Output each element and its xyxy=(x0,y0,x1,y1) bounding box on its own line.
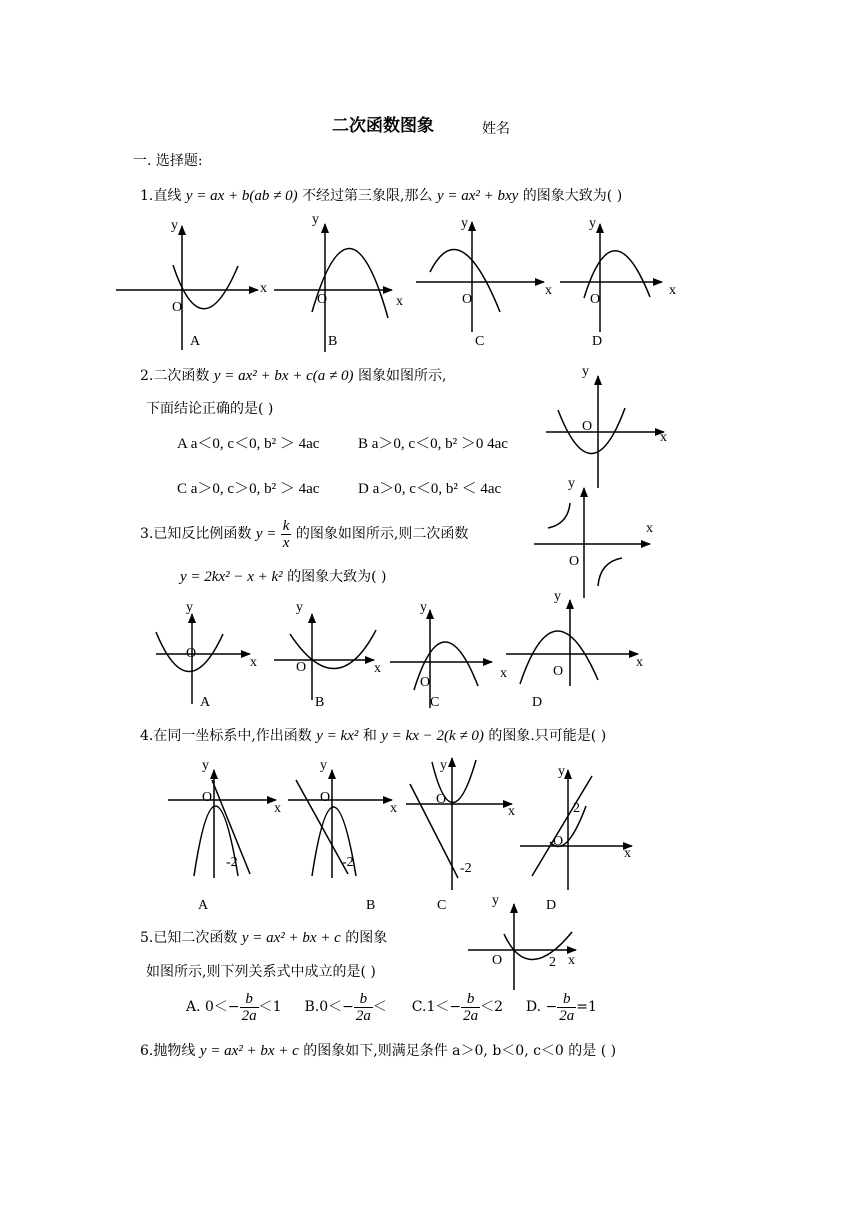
origin-label: O xyxy=(553,664,564,679)
y-label: y xyxy=(558,764,565,779)
q2-option-b: B a＞0, c＜0, b² ＞0 4ac xyxy=(358,436,508,452)
q1-eq1: y = ax + b(ab ≠ 0) xyxy=(185,188,298,204)
q5-prefix: 5.已知二次函数 xyxy=(140,930,238,946)
frac-den: 2a xyxy=(241,1007,257,1024)
q5-option-a-post: ＜1 xyxy=(258,999,282,1015)
frac-num: b xyxy=(461,991,480,1008)
q5-graph xyxy=(468,904,576,990)
x-label: x xyxy=(646,521,653,536)
q3-eq2: y = 2kx² − x + k² xyxy=(180,569,283,585)
q3-graph-c xyxy=(390,610,492,708)
q2-option-d: D a＞0, c＜0, b² ＜ 4ac xyxy=(358,481,502,497)
frac-den: 2a xyxy=(559,1007,575,1024)
q4-mark-a: -2 xyxy=(226,855,238,870)
x-label: x xyxy=(508,804,515,819)
q3-reference-graph xyxy=(534,488,650,598)
frac-den: 2a xyxy=(355,1007,371,1024)
origin-label: O xyxy=(553,834,564,849)
q3-option-d: D xyxy=(532,695,543,710)
q6-eq: y = ax² + bx + c xyxy=(199,1043,299,1059)
x-label: x xyxy=(274,801,281,816)
q2-line2: 下面结论正确的是( ) xyxy=(146,401,274,417)
q4-suffix: 的图象.只可能是( ) xyxy=(488,728,607,744)
y-label: y xyxy=(582,364,589,379)
x-label: x xyxy=(669,283,676,298)
q4-graph-c xyxy=(406,758,512,890)
q3-option-b: B xyxy=(315,695,325,710)
q5-option-c-pre: C.1＜− xyxy=(411,999,462,1015)
q4-option-c: C xyxy=(437,898,447,913)
q5-option-b-pre: B.0＜− xyxy=(304,999,354,1015)
q4-option-b: B xyxy=(366,898,376,913)
q3-suffix: 的图象如图所示,则二次函数 xyxy=(295,526,469,542)
q5-option-b-post: ＜ xyxy=(372,999,387,1015)
q3-graph-a xyxy=(156,614,250,704)
y-label: y xyxy=(296,600,303,615)
x-label: x xyxy=(260,281,267,296)
q1-graph-c xyxy=(416,222,544,332)
origin-label: O xyxy=(186,646,197,661)
q5-eq: y = ax² + bx + c xyxy=(241,930,341,946)
q5-line2: 如图所示,则下列关系式中成立的是( ) xyxy=(146,964,376,980)
frac-num: b xyxy=(354,991,373,1008)
name-label: 姓名 xyxy=(482,121,510,137)
q1-prefix: 1.直线 xyxy=(140,188,182,204)
y-label: y xyxy=(171,218,178,233)
q5-option-a-pre: A. 0＜− xyxy=(186,999,240,1015)
q3-line2-suffix: 的图象大致为( ) xyxy=(287,569,387,585)
page-title: 二次函数图象 xyxy=(332,116,434,136)
x-label: x xyxy=(374,661,381,676)
q1-graph-a xyxy=(116,226,258,350)
q4-mark-b: -2 xyxy=(342,855,354,870)
q3-frac-num: k xyxy=(282,517,290,534)
origin-label: O xyxy=(436,792,447,807)
y-label: y xyxy=(492,893,499,908)
q6-suffix: 的图象如下,则满足条件 a＞0, b＜0, c＜0 的是 ( ) xyxy=(303,1043,617,1059)
y-label: y xyxy=(420,600,427,615)
q2-graph xyxy=(546,376,664,488)
y-label: y xyxy=(186,600,193,615)
q1-mid: 不经过第三象限,那么 xyxy=(302,188,433,204)
y-label: y xyxy=(312,212,319,227)
y-label: y xyxy=(461,216,468,231)
q4-mid: 和 xyxy=(362,728,377,744)
q1-option-b: B xyxy=(328,334,338,349)
q6-prefix: 6.抛物线 xyxy=(140,1043,196,1059)
origin-label: O xyxy=(296,660,307,675)
q1-option-d: D xyxy=(592,334,603,349)
q4-prefix: 4.在同一坐标系中,作出函数 xyxy=(140,728,312,744)
y-label: y xyxy=(440,758,447,773)
y-label: y xyxy=(554,589,561,604)
q3-option-c: C xyxy=(430,695,440,710)
y-label: y xyxy=(202,758,209,773)
x-label: x xyxy=(624,846,631,861)
origin-label: O xyxy=(492,953,503,968)
x-label: x xyxy=(250,655,257,670)
q4-option-d: D xyxy=(546,898,557,913)
q2-option-a: A a＜0, c＜0, b² ＞ 4ac xyxy=(177,436,320,452)
q4-graph-a xyxy=(168,770,276,878)
origin-label: O xyxy=(420,675,431,690)
frac-num: b xyxy=(240,991,259,1008)
q2-eq: y = ax² + bx + c(a ≠ 0) xyxy=(213,368,354,384)
y-label: y xyxy=(320,758,327,773)
q3-frac-den: x xyxy=(282,534,290,551)
q4-eq1: y = kx² xyxy=(316,728,359,744)
q4-eq2: y = kx − 2(k ≠ 0) xyxy=(381,728,484,744)
x-label: x xyxy=(500,666,507,681)
section-heading: 一. 选择题: xyxy=(133,153,203,169)
frac-den: 2a xyxy=(463,1007,479,1024)
q5-option-d-pre: D. − xyxy=(525,999,558,1015)
q1-graph-b xyxy=(274,224,392,352)
x-label: x xyxy=(390,801,397,816)
x-label: x xyxy=(396,294,403,309)
q2-option-c: C a＞0, c＞0, b² ＞ 4ac xyxy=(177,481,320,497)
q1-eq2: y = ax² + bxy xyxy=(436,188,519,204)
origin-label: O xyxy=(582,419,593,434)
origin-label: O xyxy=(569,554,580,569)
origin-label: O xyxy=(172,300,183,315)
q2-prefix: 2.二次函数 xyxy=(140,368,210,384)
q3-prefix: 3.已知反比例函数 xyxy=(140,526,252,542)
x-label: x xyxy=(660,430,667,445)
q1-option-a: A xyxy=(190,334,201,349)
q3-graph-b xyxy=(274,614,376,700)
q1-graph-d xyxy=(560,224,662,332)
origin-label: O xyxy=(317,292,328,307)
x-label: x xyxy=(545,283,552,298)
q5-option-c-post: ＜2 xyxy=(480,999,504,1015)
q5-mark: 2 xyxy=(549,955,556,970)
q4-mark-d: 2 xyxy=(573,801,580,816)
origin-label: O xyxy=(462,292,473,307)
q4-graph-b xyxy=(288,770,392,878)
q3-graph-d xyxy=(506,600,638,686)
x-label: x xyxy=(636,655,643,670)
q1-option-c: C xyxy=(475,334,485,349)
origin-label: O xyxy=(202,790,213,805)
q4-graph-d xyxy=(520,770,632,890)
q5-suffix: 的图象 xyxy=(345,930,388,946)
origin-label: O xyxy=(320,790,331,805)
q4-option-a: A xyxy=(198,898,209,913)
frac-num: b xyxy=(557,991,576,1008)
origin-label: O xyxy=(590,292,601,307)
y-label: y xyxy=(589,216,596,231)
q1-suffix: 的图象大致为( ) xyxy=(522,188,623,204)
y-label: y xyxy=(568,476,575,491)
q3-option-a: A xyxy=(200,695,211,710)
x-label: x xyxy=(568,953,575,968)
q4-mark-c: -2 xyxy=(460,861,472,876)
q2-suffix: 图象如图所示, xyxy=(357,368,447,384)
q5-option-d-post: =1 xyxy=(576,999,597,1015)
q3-y: y = xyxy=(255,526,277,542)
